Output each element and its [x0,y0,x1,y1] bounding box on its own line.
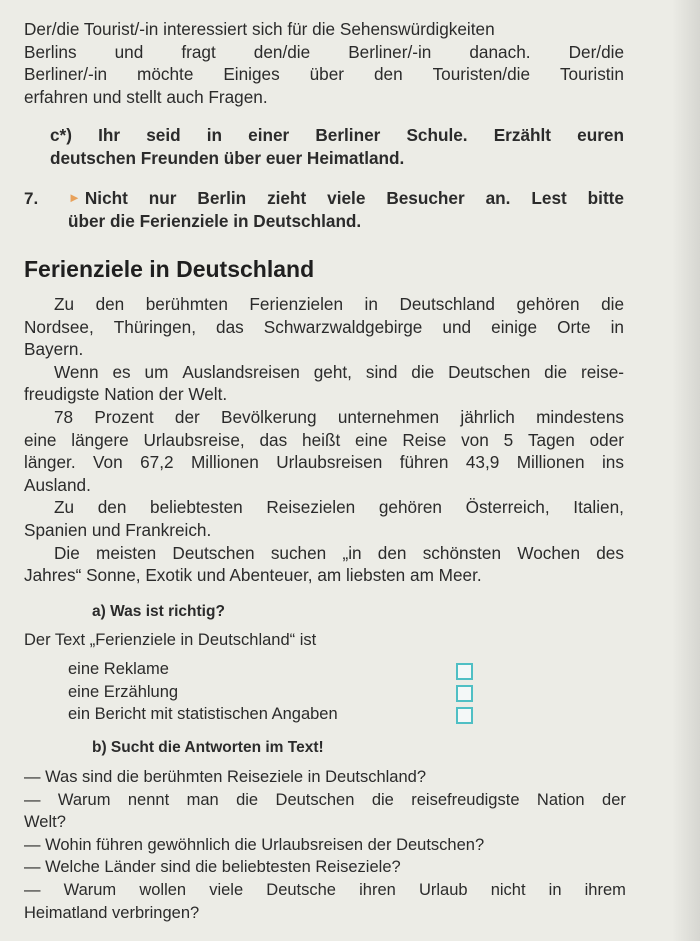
word: Deutschland [399,294,495,314]
question-line: — Wohin führen gewöhnlich die Urlaubsreisen der Deutschen? [24,835,485,854]
word: Millionen [190,452,259,473]
text-line [24,451,624,474]
word: oder [589,429,624,450]
word: Touristen/die [432,64,531,85]
reading-text [24,293,624,587]
word: Italien, [573,497,624,518]
word: länger. [24,452,76,473]
word: euren [577,125,624,145]
word: Berlins [24,41,77,62]
word: Urlaubsreise, [143,429,245,450]
word: Von [93,452,123,473]
word: Österreich, [465,497,550,518]
word: ins [601,452,624,473]
word: den [97,497,127,518]
task-7-line-2: über die Ferienziele in Deutschland. [68,210,362,231]
word: Nation [536,790,585,809]
task-a-prompt: Der Text „Ferienziele in Deutschland“ ist [24,631,317,649]
word: danach. [469,41,531,62]
word: Lest [531,188,567,208]
question-line: — Was sind die berühmten Reiseziele in Deutschland? [24,768,427,786]
arrow-icon: ► [68,190,81,205]
word: Bevölkerung [221,406,317,427]
word: in [610,316,624,337]
text-paragraph [24,361,624,406]
question-line: Heimatland verbringen? [24,903,200,922]
text-paragraph [24,496,624,541]
word: Berlin [197,188,247,208]
word: geht, [313,361,352,382]
word: Erzählt [493,125,552,145]
word: über [309,64,345,85]
question-item [24,766,626,789]
checkbox-reklame[interactable] [456,663,473,680]
text-line [24,293,624,316]
word: es [112,361,131,382]
text-paragraph [24,406,624,496]
word: Ihr [98,125,121,145]
word: Der/die [568,41,624,62]
word: Zu [54,294,75,314]
task-7-line-1 [68,187,624,210]
word: Schule. [406,125,468,145]
word: in [364,294,378,314]
word: Thüringen, [113,316,196,337]
word: eine [355,429,388,450]
question-item [24,789,626,834]
word: den [377,542,407,563]
text-line: Spanien und Frankreich. [24,519,212,540]
word: an. [485,188,511,208]
text-title: Ferienziele in Deutschland [24,256,315,282]
word: meisten [96,542,157,563]
intro-line [24,63,624,86]
word: den/die [253,41,311,62]
word: zieht [267,188,307,208]
intro-line: Der/die Tourist/-in interessiert sich für die Sehenswürdigkeiten [24,19,495,39]
word: — [24,880,41,899]
word: viele [209,880,244,899]
text-paragraph [24,293,624,361]
word: Warum [63,880,117,899]
page-fold-shadow [672,0,700,941]
word: in [548,880,562,899]
option-erzaehlung: eine Erzählung [68,683,179,701]
question-item [24,879,626,924]
word: Auslandsreisen [182,361,300,382]
word: um [144,361,169,382]
word: reisefreudigste [411,790,520,809]
word: Tagen [527,429,575,450]
task-number: 7. [24,189,39,208]
task-a-heading: a) Was ist richtig? [92,603,225,620]
word: in [206,125,223,145]
word: — [24,790,41,809]
word: nennt [127,790,170,809]
word: mindestens [536,406,624,427]
word: gehören [516,294,580,314]
word: Die [54,542,80,563]
word: von [461,429,489,450]
word: führen [399,452,449,473]
word: Nicht [84,188,128,208]
word: Wenn [54,361,99,382]
word: Reise [402,429,447,450]
text-line: Ausland. [24,474,91,495]
word: ihren [359,880,396,899]
word: Berliner [315,125,381,145]
text-line [24,316,624,339]
question-line: — Welche Länder sind die beliebtesten Reiseziele? [24,858,401,877]
word: Reisezielen [266,497,356,518]
word: Deutschen [275,790,355,809]
word: Ferienzielen [249,294,344,314]
word: Deutschen [448,361,531,382]
word: und [114,41,144,62]
text-line [24,361,624,384]
text-line [24,406,624,429]
task-b-heading: b) Sucht die Antworten im Text! [92,739,324,756]
checkbox-erzaehlung[interactable] [456,685,473,702]
question-line [24,879,626,902]
intro-line: erfahren und stellt auch Fragen. [24,86,268,107]
word: Warum [57,790,111,809]
question-list [24,766,626,924]
word: den [95,294,125,314]
word: „in [342,542,362,563]
word: Orte [557,316,591,337]
intro-paragraph [24,18,624,108]
word: Prozent [94,406,154,427]
word: die [601,294,624,314]
word: man [186,790,219,809]
word: Nordsee, [24,316,94,337]
word: 5 [503,429,514,450]
question-item [24,834,626,857]
word: bitte [587,188,624,208]
word: das [216,316,244,337]
word: berühmten [145,294,228,314]
word: des [596,542,624,563]
word: seid [146,125,181,145]
word: Millionen [516,452,585,473]
word: die [544,361,568,382]
text-line [24,429,624,452]
question-line [24,789,626,812]
word: gehören [378,497,442,518]
word: 43,9 [465,452,500,473]
checkbox-bericht[interactable] [456,707,473,724]
word: Urlaubsreisen [276,452,383,473]
text-line: freudigste Nation der Welt. [24,384,228,405]
word: viele [327,188,366,208]
word: Besucher [386,188,465,208]
word: Berliner/-in [24,64,108,85]
word: heißt [302,429,341,450]
option-bericht: ein Bericht mit statistischen Angaben [68,705,338,723]
text-line: Jahres“ Sonne, Exotik und Abenteuer, am liebsten am Meer. [24,565,482,586]
word: ihrem [584,880,626,899]
question-line: Welt? [24,813,66,832]
text-line [24,542,624,565]
word: Deutsche [266,880,336,899]
word: die [236,790,259,809]
word: und [442,316,472,337]
option-reklame: eine Reklame [68,660,169,678]
word: Einiges [223,64,280,85]
word: Touristin [559,64,624,85]
word: einer [248,125,290,145]
word: Deutschen [172,542,255,563]
word: Berliner/-in [348,41,432,62]
word: den [373,64,403,85]
word: Schwarzwaldgebirge [263,316,423,337]
word: nicht [490,880,526,899]
word: jährlich [460,406,515,427]
word: 67,2 [140,452,174,473]
word: längere [71,429,129,450]
word: Wochen [517,542,581,563]
text-paragraph [24,542,624,587]
word: sind [365,361,398,382]
text-line [24,496,624,519]
word: das [259,429,288,450]
task-c [50,124,624,169]
task-c-line-1 [50,124,624,147]
word: Zu [54,497,75,518]
task-7-instruction [68,187,624,232]
word: Urlaub [418,880,468,899]
word: die [371,790,394,809]
word: eine [24,429,57,450]
word: fragt [181,41,216,62]
text-line: Bayern. [24,339,84,360]
word: c*) [50,125,72,145]
word: beliebtesten [150,497,243,518]
word: wollen [139,880,187,899]
task-c-line-2: deutschen Freunden über euer Heimatland. [50,147,405,168]
word: suchen [270,542,327,563]
word: der [602,790,626,809]
question-item [24,856,626,879]
word: unternehmen [337,406,440,427]
word: reise- [581,361,624,382]
word: 78 [54,406,74,427]
word: der [174,406,200,427]
word: nur [148,188,177,208]
word: die [411,361,435,382]
intro-line [24,41,624,64]
word: schönsten [422,542,502,563]
word: einige [491,316,538,337]
word: möchte [137,64,194,85]
